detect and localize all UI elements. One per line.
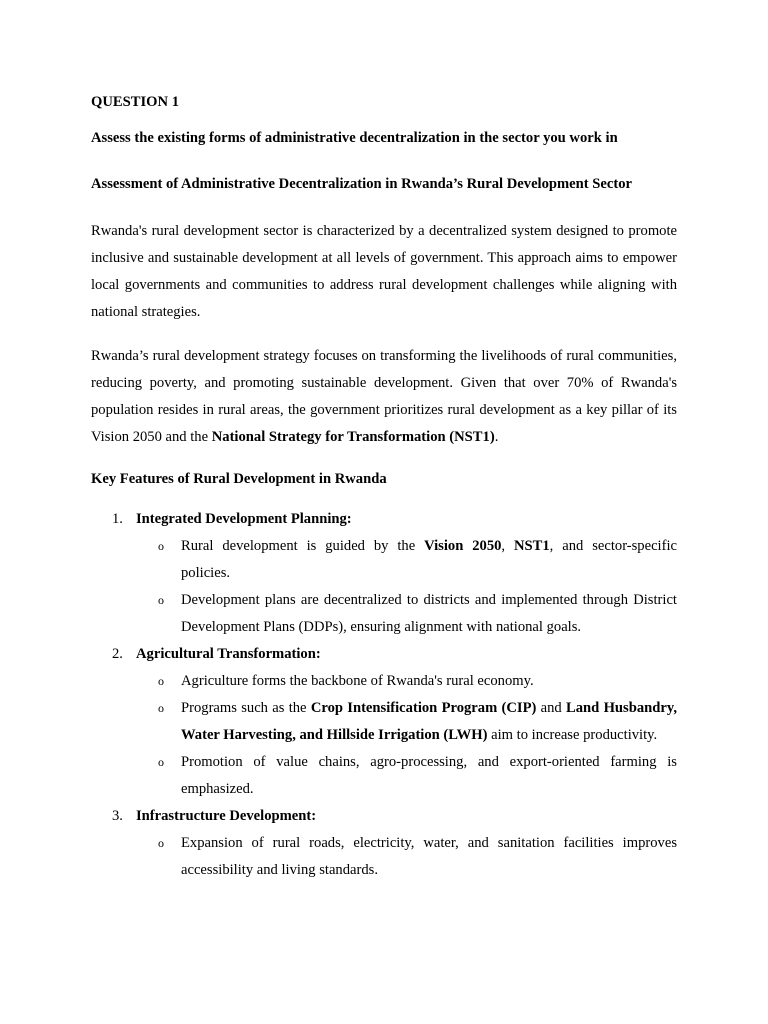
feature-bullets [136, 830, 677, 884]
bullet-text: aim to increase productivity. [487, 727, 658, 743]
bullet-marker: o [158, 539, 164, 553]
bullet-text: Development plans are decentralized to districts and implemented through District Development Plans (DDPs), ensuring alignment with national goals. [181, 592, 677, 635]
strategy-end: . [494, 429, 499, 445]
feature-title: Integrated Development Planning: [136, 511, 352, 527]
bullet-item [136, 587, 677, 641]
feature-bullets [136, 533, 677, 641]
features-list [91, 506, 677, 884]
question-label: QUESTION 1 [91, 94, 179, 110]
feature-item [91, 506, 677, 641]
feature-bullets [136, 668, 677, 803]
question-text: Assess the existing forms of administrative decentralization in the sector you work in [91, 130, 618, 146]
bullet-marker: o [158, 701, 164, 715]
bullet-text: , and sector-specific policies. [181, 538, 677, 581]
bullet-text: Agriculture forms the backbone of Rwanda's rural economy. [181, 673, 534, 689]
bullet-bold: NST1 [513, 538, 550, 554]
feature-number: 1. [112, 511, 123, 527]
bullet-item [136, 695, 677, 749]
features-heading: Key Features of Rural Development in Rwanda [91, 471, 387, 487]
feature-item [91, 803, 677, 884]
feature-title: Agricultural Transformation: [136, 646, 321, 662]
strategy-paragraph [91, 343, 677, 451]
bullet-item [136, 749, 677, 803]
strategy-text: Rwanda’s rural development strategy focuses on transforming the livelihoods of rural communities, reducing poverty, and promoting sustainable development. Given that over 70% of Rwanda's population resides in rural areas, the government prioritizes rural development as a key pillar of its Vision 2050 and the [91, 348, 677, 445]
bullet-marker: o [158, 755, 164, 769]
bullet-item [136, 533, 677, 587]
bullet-bold: Vision 2050 [424, 538, 502, 554]
bullet-text: , [501, 538, 514, 554]
bullet-text: Promotion of value chains, agro-processing, and export-oriented farming is emphasized. [181, 754, 677, 797]
bullet-item [136, 830, 677, 884]
feature-number: 2. [112, 646, 123, 662]
nst1-bold: National Strategy for Transformation (NST1) [211, 429, 495, 445]
feature-title: Infrastructure Development: [136, 808, 317, 824]
bullet-text: and [536, 700, 567, 716]
intro-paragraph: Rwanda's rural development sector is characterized by a decentralized system designed to promote inclusive and sustainable development at all levels of government. This approach aims to empower local governments and communities to address rural development challenges while aligning with national strategies. [91, 223, 677, 320]
bullet-bold: Land Husbandry, Water Harvesting, and Hillside Irrigation (LWH) [181, 700, 677, 743]
bullet-text: Expansion of rural roads, electricity, water, and sanitation facilities improves accessibility and living standards. [181, 835, 677, 878]
bullet-text: Rural development is guided by the [181, 538, 425, 554]
bullet-marker: o [158, 593, 164, 607]
bullet-marker: o [158, 836, 164, 850]
bullet-item [136, 668, 677, 695]
document-page [91, 92, 677, 884]
feature-item [91, 641, 677, 803]
bullet-text: Programs such as the [181, 700, 311, 716]
document-heading: Assessment of Administrative Decentralization in Rwanda’s Rural Development Sector [91, 176, 632, 192]
feature-number: 3. [112, 808, 123, 824]
bullet-marker: o [158, 674, 164, 688]
bullet-bold: Crop Intensification Program (CIP) [310, 700, 537, 716]
